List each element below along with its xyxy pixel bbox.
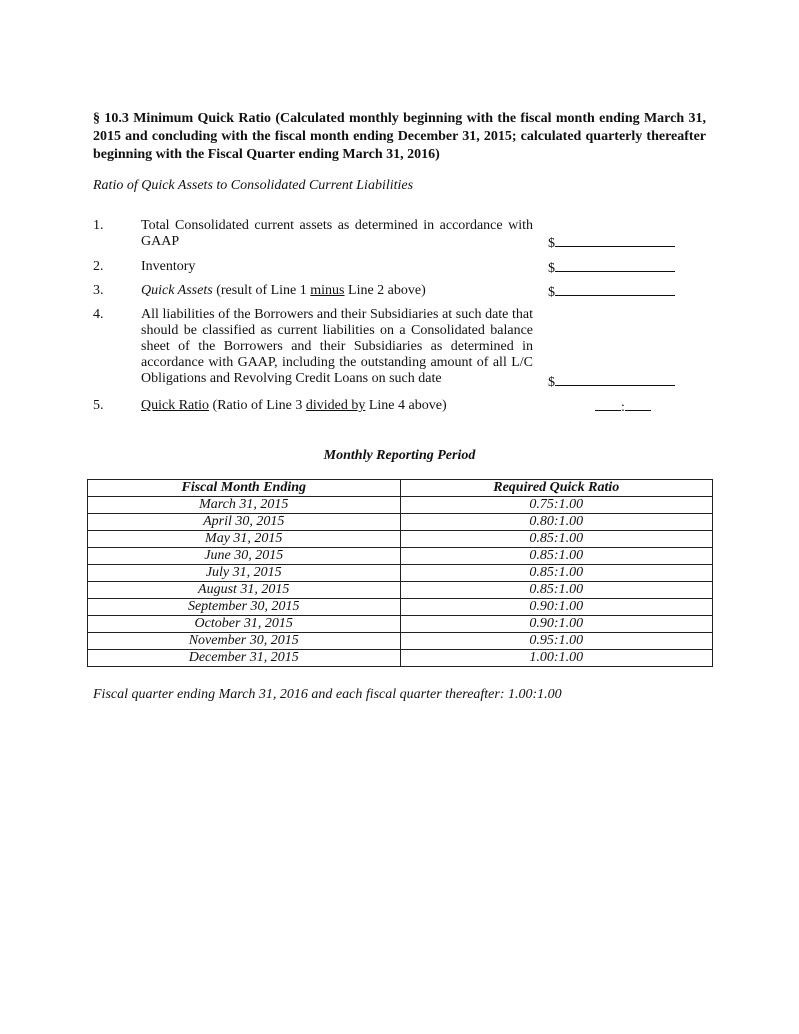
line-text: Total Consolidated current assets as determined in accordance with GAAP bbox=[141, 218, 533, 249]
monthly-period-title: Monthly Reporting Period bbox=[323, 448, 476, 463]
fiscal-month-cell: May 31, 2015 bbox=[88, 531, 401, 548]
fiscal-month-cell: October 31, 2015 bbox=[88, 616, 401, 633]
table-row bbox=[88, 531, 713, 548]
quick-ratio-table bbox=[87, 479, 713, 667]
amount-field[interactable] bbox=[548, 283, 678, 301]
required-ratio-cell: 0.85:1.00 bbox=[400, 531, 713, 548]
amount-field[interactable] bbox=[548, 373, 678, 391]
fiscal-month-cell: December 31, 2015 bbox=[88, 650, 401, 667]
fiscal-month-cell: June 30, 2015 bbox=[88, 548, 401, 565]
ratio-field[interactable] bbox=[595, 398, 665, 416]
line-text bbox=[141, 398, 533, 414]
table-row bbox=[88, 497, 713, 514]
currency-symbol: $ bbox=[548, 285, 555, 300]
currency-symbol: $ bbox=[548, 261, 555, 276]
quick-ratio-term: Quick Ratio bbox=[141, 398, 210, 413]
line-text bbox=[141, 283, 533, 299]
table-row bbox=[88, 582, 713, 599]
required-ratio-cell: 0.90:1.00 bbox=[400, 599, 713, 616]
required-ratio-cell: 0.75:1.00 bbox=[400, 497, 713, 514]
fiscal-month-cell: July 31, 2015 bbox=[88, 565, 401, 582]
fiscal-month-cell: September 30, 2015 bbox=[88, 599, 401, 616]
fiscal-month-cell: November 30, 2015 bbox=[88, 633, 401, 650]
required-ratio-cell: 0.95:1.00 bbox=[400, 633, 713, 650]
amount-field[interactable] bbox=[548, 234, 678, 252]
line-number: 4. bbox=[93, 307, 104, 322]
column-header-required-ratio: Required Quick Ratio bbox=[400, 480, 713, 497]
minus-term: minus bbox=[310, 283, 345, 298]
line-number: 2. bbox=[93, 259, 104, 274]
currency-symbol: $ bbox=[548, 375, 555, 390]
line-text: All liabilities of the Borrowers and their Subsidiaries at such date that should be classified as current liabilities on a Consolidated balance sheet of the Borrowers and their Subsidiaries as determined in accordance with GAAP, including the outstanding amount of all L/C Obligations and Revolving Credit Loans on such date bbox=[141, 307, 533, 386]
required-ratio-cell: 0.80:1.00 bbox=[400, 514, 713, 531]
required-ratio-cell: 0.85:1.00 bbox=[400, 582, 713, 599]
ratio-separator: : bbox=[621, 400, 625, 415]
table-header-row bbox=[88, 480, 713, 497]
fiscal-month-cell: March 31, 2015 bbox=[88, 497, 401, 514]
currency-symbol: $ bbox=[548, 236, 555, 251]
required-ratio-cell: 0.90:1.00 bbox=[400, 616, 713, 633]
column-header-fiscal-month: Fiscal Month Ending bbox=[88, 480, 401, 497]
line-text-part: (result of Line 1 bbox=[212, 283, 311, 298]
amount-field[interactable] bbox=[548, 259, 678, 277]
table-row bbox=[88, 599, 713, 616]
table-row bbox=[88, 514, 713, 531]
divided-by-term: divided by bbox=[305, 398, 366, 413]
fiscal-month-cell: April 30, 2015 bbox=[88, 514, 401, 531]
section-heading: § 10.3 Minimum Quick Ratio (Calculated monthly beginning with the fiscal month ending March 31, 2015 and concluding with the fiscal month ending December 31, 2015; calculated quarterly thereafter beginning with the Fiscal Quarter ending March 31, 2016) bbox=[93, 111, 706, 162]
required-ratio-cell: 1.00:1.00 bbox=[400, 650, 713, 667]
table-row bbox=[88, 548, 713, 565]
table-row bbox=[88, 633, 713, 650]
quick-assets-term: Quick Assets bbox=[141, 283, 213, 298]
line-text: Inventory bbox=[141, 259, 196, 274]
line-text-part: Line 4 above) bbox=[365, 398, 447, 413]
required-ratio-cell: 0.85:1.00 bbox=[400, 548, 713, 565]
section-subtitle: Ratio of Quick Assets to Consolidated Current Liabilities bbox=[93, 178, 414, 193]
line-number: 3. bbox=[93, 283, 104, 298]
line-text-part: Line 2 above) bbox=[344, 283, 426, 298]
fiscal-month-cell: August 31, 2015 bbox=[88, 582, 401, 599]
line-number: 1. bbox=[93, 218, 104, 233]
footer-note: Fiscal quarter ending March 31, 2016 and each fiscal quarter thereafter: 1.00:1.00 bbox=[93, 687, 562, 702]
table-row bbox=[88, 565, 713, 582]
required-ratio-cell: 0.85:1.00 bbox=[400, 565, 713, 582]
line-number: 5. bbox=[93, 398, 104, 413]
table-row bbox=[88, 616, 713, 633]
table-row bbox=[88, 650, 713, 667]
line-text-part: (Ratio of Line 3 bbox=[209, 398, 306, 413]
